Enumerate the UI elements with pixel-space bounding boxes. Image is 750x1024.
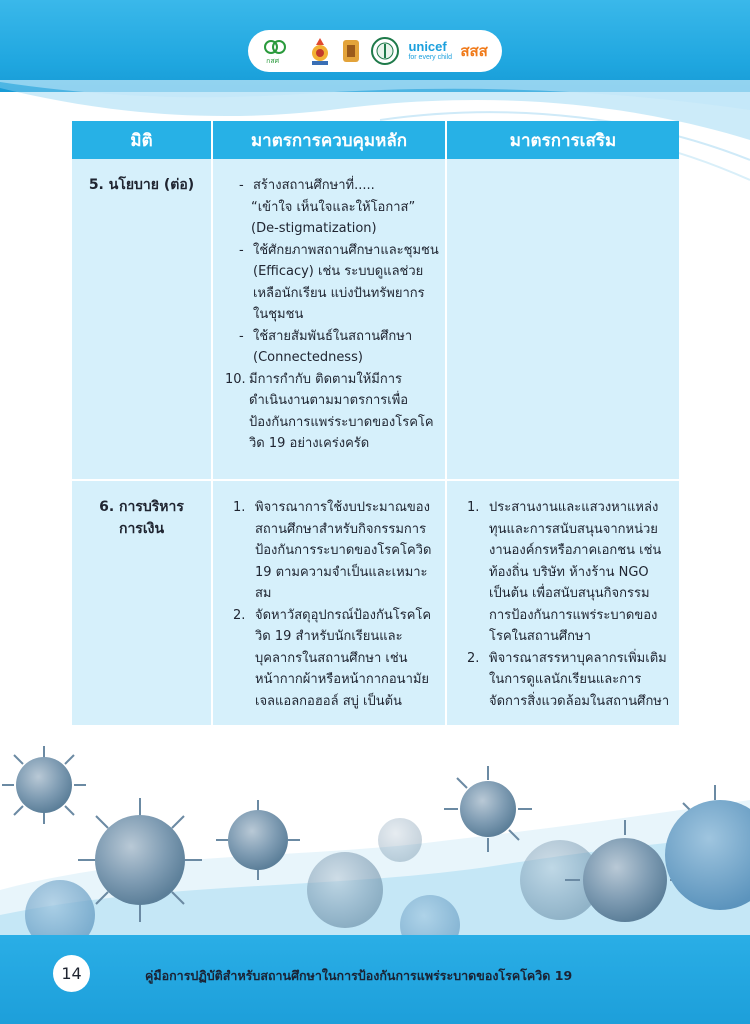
page-number: 14 bbox=[53, 955, 90, 992]
list-item bbox=[467, 497, 671, 648]
item-text: มีการกำกับ ติดตามให้มีการดำเนินงานตามมาตรการเพื่อป้องกันการแพร่ระบาดของโรคโควิด 19 อย่างเคร่งครัด bbox=[249, 371, 434, 451]
unicef-tagline: for every child bbox=[408, 54, 453, 61]
main-measures-cell bbox=[211, 159, 445, 479]
sss-logo bbox=[460, 41, 488, 60]
item-text: จัดหาวัสดุอุปกรณ์ป้องกันโรคโควิด 19 สำหรับนักเรียนและบุคลากรในสถานศึกษา เช่น หน้ากากผ้าหรือหน้ากากอนามัย เจลแอลกอฮอล์ สบู่ เป็นต้น bbox=[255, 607, 432, 709]
partner-logo-3 bbox=[340, 36, 362, 66]
item-marker: - bbox=[239, 328, 244, 344]
list-item bbox=[239, 326, 439, 369]
item-text: ประสานงานและแสวงหาแหล่งทุนและการสนับสนุนจากหน่วยงานองค์กรหรือภาคเอกชน เช่น ท้องถิ่น บริษัท ห้างร้าน NGO เป็นต้น เพื่อสนับสนุนกิจกรรมการป้องกันการแพร่ระบาดของโรคในสถานศึกษา bbox=[489, 500, 662, 644]
item-text: “เข้าใจ เห็นใจและให้โอกาส” bbox=[251, 199, 416, 215]
virus-illustration bbox=[0, 740, 750, 945]
header-supplementary-measures: มาตรการเสริม bbox=[445, 121, 679, 159]
header-dimension: มิติ bbox=[72, 121, 211, 159]
virus-particles-icon bbox=[0, 740, 750, 945]
list-item bbox=[239, 197, 439, 219]
list-item bbox=[239, 175, 439, 197]
supplementary-measures-cell bbox=[445, 159, 679, 479]
partner-logo-1 bbox=[262, 37, 301, 65]
list-item bbox=[239, 218, 439, 240]
dimension-cell: 5. นโยบาย (ต่อ) bbox=[72, 159, 211, 479]
dimension-cell: 6. การบริหารการเงิน bbox=[72, 481, 211, 725]
supplementary-measures-cell bbox=[445, 481, 679, 725]
item-text: พิจารณาการใช้งบประมาณของสถานศึกษาสำหรับกิจกรรมการป้องกันการระบาดของโรคโควิด 19 ตามความจำเป็นและเหมาะสม bbox=[255, 500, 432, 601]
table-row bbox=[72, 481, 679, 725]
office-seal-icon bbox=[340, 36, 362, 66]
list-item bbox=[239, 240, 439, 326]
table-header-row bbox=[72, 121, 679, 159]
unicef-logo bbox=[408, 40, 452, 62]
table-row bbox=[72, 159, 679, 481]
sss-wordmark: สสส bbox=[460, 41, 488, 60]
item-marker: 10. bbox=[225, 371, 246, 387]
unicef-wordmark: unicef bbox=[408, 39, 447, 54]
list-item bbox=[233, 497, 437, 605]
item-text: ใช้สายสัมพันธ์ในสถานศึกษา (Connectedness) bbox=[253, 328, 413, 365]
list-item bbox=[225, 369, 439, 455]
list-item bbox=[467, 648, 671, 713]
footer-title: คู่มือการปฏิบัติสำหรับสถานศึกษาในการป้องกันการแพร่ระบาดของโรคโควิด 19 bbox=[145, 968, 573, 983]
ministry-seal-icon bbox=[309, 36, 331, 66]
item-marker: - bbox=[239, 178, 244, 193]
partner-logo-2 bbox=[309, 36, 331, 66]
main-measures-cell bbox=[211, 481, 445, 725]
partner-logo-1-text: กสศ bbox=[266, 58, 280, 65]
item-marker: 2. bbox=[467, 650, 480, 666]
measures-table bbox=[72, 121, 679, 725]
item-text: พิจารณาสรรหาบุคลากรเพิ่มเติมในการดูแลนักเรียนและการจัดการสิ่งแวดล้อมในสถานศึกษา bbox=[489, 650, 670, 709]
list-item bbox=[233, 605, 437, 713]
item-marker: 2. bbox=[233, 607, 246, 623]
partner-logo-4 bbox=[370, 36, 400, 66]
item-text: ใช้ศักยภาพสถานศึกษาและชุมชน (Efficacy) เช่น ระบบดูแลช่วยเหลือนักเรียน แบ่งปันทรัพยากรในชุมชน bbox=[253, 242, 439, 322]
item-marker: 1. bbox=[233, 500, 246, 515]
item-text: (De-stigmatization) bbox=[251, 221, 377, 236]
partner-logos-bar bbox=[248, 30, 502, 72]
health-ministry-seal-icon bbox=[370, 36, 400, 66]
item-text: สร้างสถานศึกษาที่..... bbox=[253, 178, 375, 193]
item-marker: - bbox=[239, 242, 244, 258]
header-main-measures: มาตรการควบคุมหลัก bbox=[211, 121, 445, 159]
item-marker: 1. bbox=[467, 500, 480, 515]
